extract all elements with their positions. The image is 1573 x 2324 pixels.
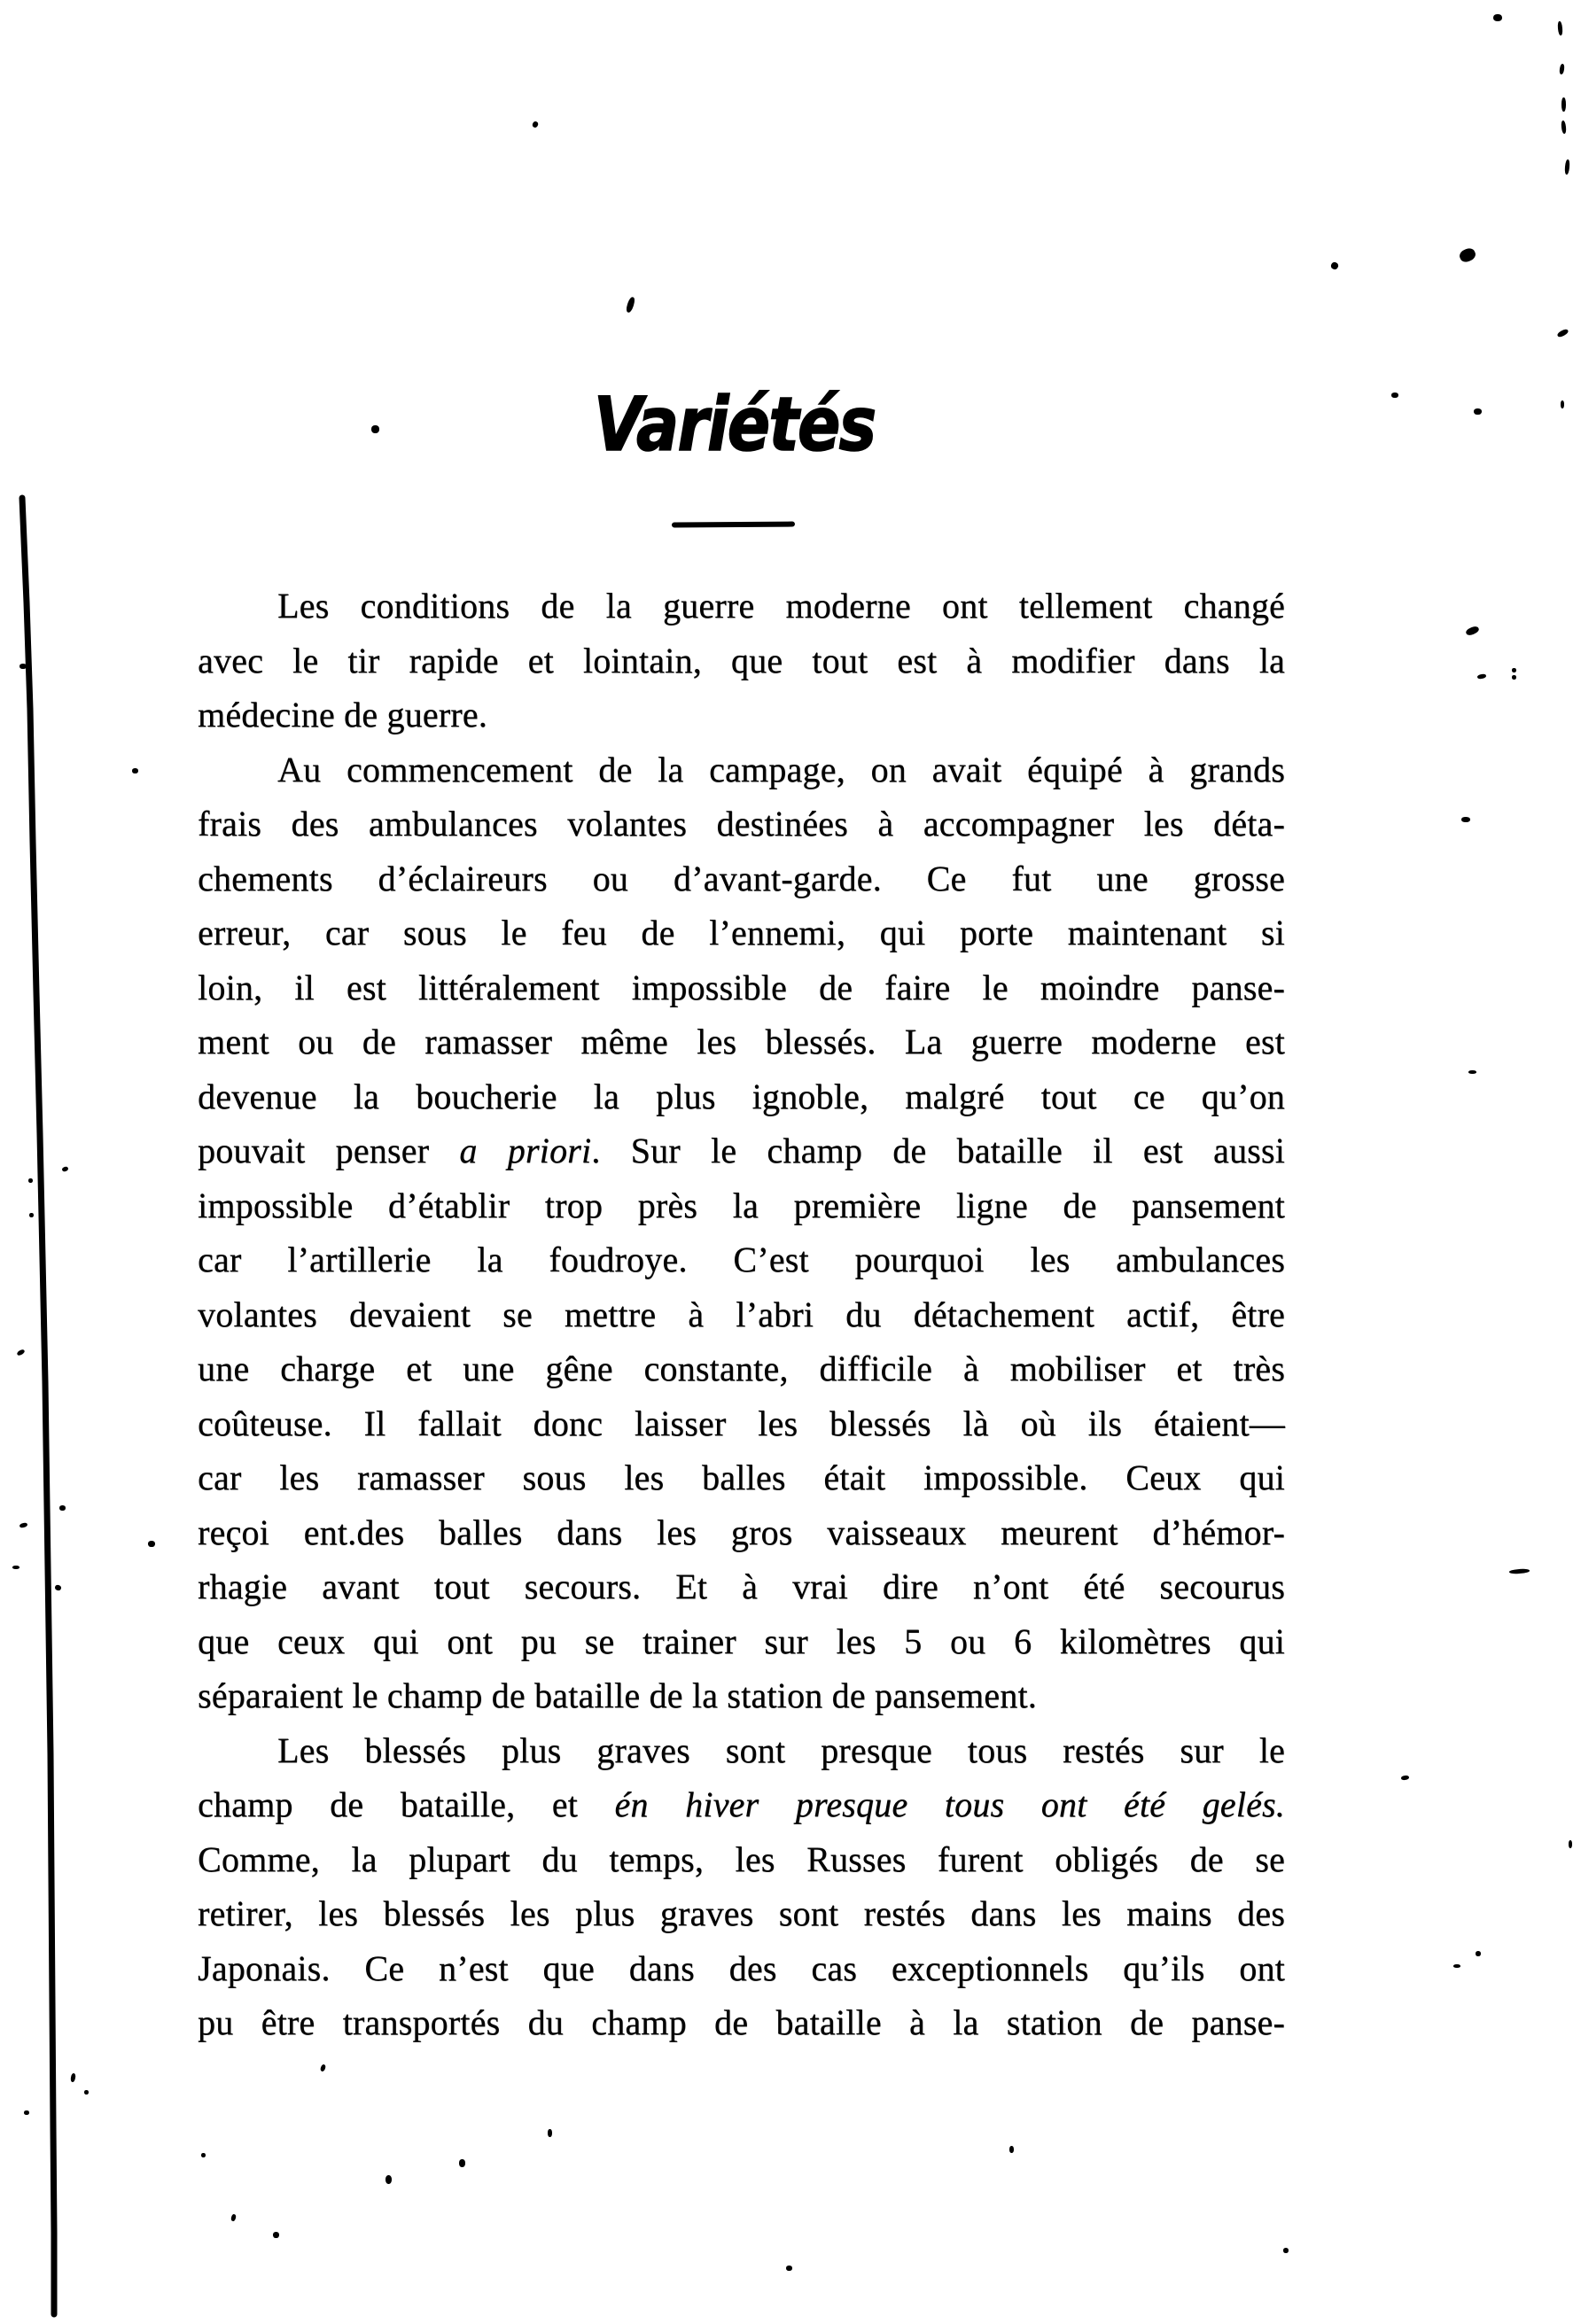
scan-speck (1009, 2146, 1014, 2153)
text-segment-italic: én hiver presque tous ont été gelés. (614, 1784, 1285, 1824)
scan-speck (70, 2073, 76, 2083)
scan-speck (786, 2266, 792, 2271)
text-line (198, 688, 1285, 742)
scan-speck (132, 768, 138, 773)
text-line (198, 1886, 1285, 1941)
text-segment: Japonais. Ce n’est que dans des cas exceptionnels qu’ils ont (198, 1947, 1285, 1988)
text-segment: rhagie avant tout secours. Et à vrai dire n’ont été secourus (198, 1566, 1285, 1606)
text-segment: champ de bataille, et (198, 1784, 615, 1824)
body-text (198, 579, 1285, 2050)
scan-speck (61, 1166, 68, 1172)
text-segment: Les blessés plus graves sont presque tous restés sur le (277, 1729, 1285, 1770)
text-segment: avec le tir rapide et lointain, que tout est à modifier dans la (198, 640, 1285, 680)
text-line (198, 1014, 1285, 1069)
text-line (198, 1614, 1285, 1669)
text-line (198, 1178, 1285, 1233)
text-segment: que ceux qui ont pu se trainer sur les 5 ou 6 kilomètres qui (198, 1621, 1285, 1661)
scan-speck (230, 2213, 237, 2221)
scan-speck (24, 2110, 29, 2115)
text-line (198, 1123, 1285, 1178)
scan-speck (1477, 673, 1487, 680)
text-segment: retirer, les blessés les plus graves sont restés dans les mains des (198, 1893, 1285, 1933)
scan-speck (1401, 1775, 1410, 1780)
scan-speck (201, 2153, 206, 2157)
text-line (198, 1995, 1285, 2050)
text-segment: pu être transportés du champ de bataille à la station de panse- (198, 2002, 1285, 2042)
text-line (198, 1232, 1285, 1287)
scan-speck (1556, 328, 1569, 338)
text-segment: reçoi ent.des balles dans les gros vaisseaux meurent d’hémor- (198, 1512, 1285, 1552)
text-segment: volantes devaient se mettre à l’abri du détachement actif, être (198, 1294, 1285, 1334)
scan-speck (1561, 400, 1564, 408)
text-line (198, 1341, 1285, 1396)
binding-line (22, 498, 54, 2314)
scan-speck (84, 2090, 89, 2095)
text-line (198, 797, 1285, 851)
text-segment: coûteuse. Il fallait donc laisser les blessés là où ils étaient— (198, 1403, 1285, 1443)
scan-speck (625, 296, 635, 313)
text-line (198, 1396, 1285, 1451)
scan-speck (1512, 675, 1516, 680)
text-line (198, 742, 1285, 797)
text-segment: chements d’éclaireurs ou d’avant-garde. Ce fut une grosse (198, 858, 1285, 898)
scan-speck (19, 664, 27, 669)
page-title: Variétés (594, 381, 876, 468)
text-segment: car les ramasser sous les balles était impossible. Ceux qui (198, 1457, 1285, 1497)
scan-speck (59, 1505, 66, 1511)
scan-speck (54, 1584, 62, 1591)
text-line (198, 579, 1285, 633)
text-line (198, 1069, 1285, 1124)
text-line (198, 960, 1285, 1015)
scan-speck (148, 1541, 155, 1547)
text-segment: impossible d’établir trop près la première ligne de pansement (198, 1185, 1285, 1225)
scan-speck (1561, 120, 1567, 134)
text-segment: Les conditions de la guerre moderne ont tellement changé (277, 586, 1285, 626)
scan-speck (1559, 64, 1565, 75)
text-line (198, 906, 1285, 960)
scan-speck (1569, 1840, 1572, 1848)
text-segment: devenue la boucherie la plus ignoble, malgré tout ce qu’on (198, 1076, 1285, 1116)
scan-speck (1564, 159, 1569, 175)
scan-speck (12, 1566, 19, 1569)
scan-speck (1474, 408, 1482, 415)
scan-speck (1330, 261, 1340, 271)
scan-speck (548, 2129, 552, 2137)
scan-speck (1557, 21, 1562, 35)
text-segment: médecine de guerre. (198, 695, 487, 735)
scan-speck (1283, 2248, 1289, 2253)
scan-speck (1468, 1070, 1476, 1074)
text-segment: erreur, car sous le feu de l’ennemi, qui porte maintenant si (198, 913, 1285, 952)
scan-speck (273, 2232, 279, 2238)
scan-speck (1509, 1568, 1530, 1574)
text-segment: ment ou de ramasser même les blessés. La guerre moderne est (198, 1022, 1285, 1061)
text-segment: Comme, la plupart du temps, les Russes furent obligés de se (198, 1838, 1285, 1879)
scan-speck (459, 2159, 465, 2167)
text-segment: frais des ambulances volantes destinées à accompagner les déta- (198, 804, 1285, 843)
text-line (198, 1777, 1285, 1832)
scan-speck (1458, 246, 1477, 264)
scan-speck (1461, 817, 1470, 822)
text-line (198, 1287, 1285, 1342)
scan-speck (16, 1349, 25, 1356)
scan-speck (532, 120, 539, 128)
scan-speck (1561, 97, 1566, 112)
scan-speck (28, 1178, 33, 1183)
scan-speck (1465, 625, 1480, 636)
text-segment: loin, il est littéralement impossible de faire le moindre panse- (198, 967, 1285, 1007)
scan-speck (1453, 1964, 1460, 1968)
scan-speck (1493, 14, 1502, 21)
scan-speck (320, 2064, 326, 2071)
text-line (198, 1668, 1285, 1723)
text-line (198, 1450, 1285, 1505)
text-segment: séparaient le champ de bataille de la station de pansement. (198, 1675, 1037, 1715)
title-rule (672, 522, 795, 528)
scan-speck (1391, 393, 1398, 398)
text-line (198, 851, 1285, 906)
text-segment: car l’artillerie la foudroye. C’est pourquoi les ambulances (198, 1240, 1285, 1279)
text-line (198, 1723, 1285, 1778)
scan-speck (29, 1213, 34, 1217)
text-segment: une charge et une gêne constante, difficile à mobiliser et très (198, 1349, 1285, 1388)
text-line (198, 633, 1285, 688)
scan-speck (1476, 1951, 1481, 1956)
scan-speck (1512, 668, 1516, 672)
scan-speck (371, 425, 379, 433)
text-line (198, 1832, 1285, 1887)
text-line (198, 1559, 1285, 1614)
text-line (198, 1505, 1285, 1560)
text-line (198, 1941, 1285, 1996)
text-segment: Au commencement de la campage, on avait équipé à grands (277, 749, 1285, 789)
text-segment: . Sur le champ de bataille il est aussi (591, 1131, 1286, 1170)
scan-speck (385, 2175, 392, 2184)
scan-speck (19, 1522, 28, 1528)
text-segment-italic: a priori (459, 1131, 592, 1170)
text-segment: pouvait penser (198, 1131, 460, 1170)
